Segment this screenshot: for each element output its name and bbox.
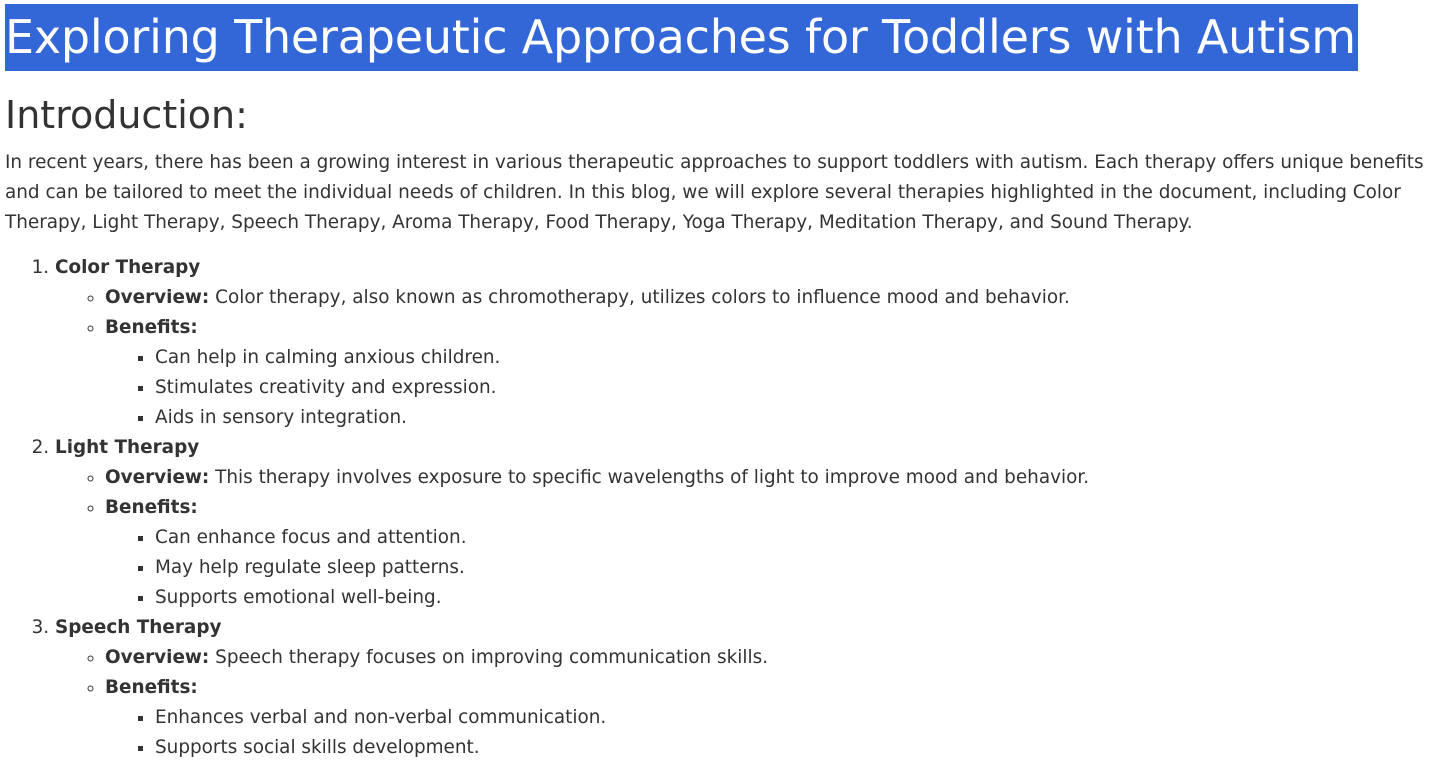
page-title: Exploring Therapeutic Approaches for Toddlers with Autism	[5, 4, 1358, 71]
therapy-name: Color Therapy	[55, 257, 201, 278]
benefits-item	[105, 673, 1442, 763]
benefits-label: Benefits:	[105, 497, 198, 518]
therapy-details	[55, 283, 1442, 433]
benefits-item	[105, 313, 1442, 433]
benefits-list	[105, 343, 1442, 433]
title-wrapper	[5, 4, 1442, 71]
benefits-item	[105, 493, 1442, 613]
overview-label: Overview:	[105, 287, 210, 308]
introduction-paragraph: In recent years, there has been a growing interest in various therapeutic approaches to support toddlers with autism. Each therapy offers unique benefits and can be tailored to meet the individual needs of children. In this blog, we will explore several therapies highlighted in the document, including Color Therapy, Light Therapy, Speech Therapy, Aroma Therapy, Food Therapy, Yoga Therapy, Meditation Therapy, and Sound Therapy.	[5, 152, 1424, 233]
benefits-label: Benefits:	[105, 677, 198, 698]
introduction-heading: Introduction:	[5, 93, 248, 137]
therapy-list	[5, 253, 1442, 763]
benefits-label: Benefits:	[105, 317, 198, 338]
benefits-list	[105, 703, 1442, 763]
benefit-item: ▪ Can help in calming anxious children.	[155, 343, 1442, 373]
benefit-item: ▪ Supports emotional well-being.	[155, 583, 1442, 613]
benefit-item: ▪ May help regulate sleep patterns.	[155, 553, 1442, 583]
overview-text: This therapy involves exposure to specific wavelengths of light to improve mood and behavior.	[215, 467, 1090, 488]
therapy-item	[55, 433, 1442, 613]
therapy-details	[55, 643, 1442, 763]
therapy-item	[55, 613, 1442, 763]
therapy-name: Light Therapy	[55, 437, 200, 458]
benefit-item: ▪ Enhances verbal and non-verbal communication.	[155, 703, 1442, 733]
overview-item	[105, 643, 1442, 673]
overview-item	[105, 283, 1442, 313]
benefit-item: ▪ Can enhance focus and attention.	[155, 523, 1442, 553]
therapy-name: Speech Therapy	[55, 617, 222, 638]
benefit-item: ▪ Supports social skills development.	[155, 733, 1442, 763]
benefits-list	[105, 523, 1442, 613]
overview-text: Color therapy, also known as chromotherapy, utilizes colors to influence mood and behavior.	[215, 287, 1070, 308]
overview-item	[105, 463, 1442, 493]
benefit-item: ▪ Stimulates creativity and expression.	[155, 373, 1442, 403]
overview-label: Overview:	[105, 647, 210, 668]
therapy-item	[55, 253, 1442, 433]
therapy-details	[55, 463, 1442, 613]
benefit-item: ▪ Aids in sensory integration.	[155, 403, 1442, 433]
overview-text: Speech therapy focuses on improving communication skills.	[215, 647, 769, 668]
overview-label: Overview:	[105, 467, 210, 488]
